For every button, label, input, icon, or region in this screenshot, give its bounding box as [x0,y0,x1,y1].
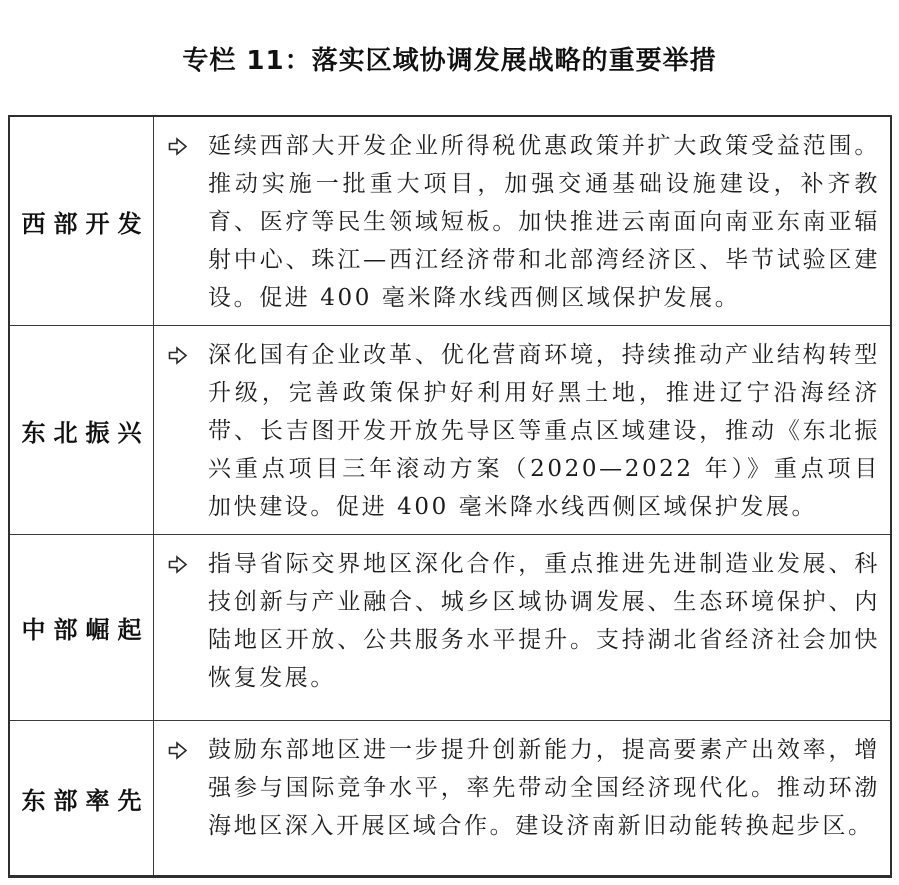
row-content [154,326,890,534]
row-content [154,721,890,875]
arrow-right-icon [167,741,188,760]
row-label: 西部开发 [10,117,154,325]
row-content [154,117,890,325]
table-row [10,117,890,325]
table-row [10,325,890,534]
row-label: 东北振兴 [10,326,154,534]
table-row [10,534,890,720]
arrow-right-icon [167,137,188,156]
row-text: 鼓励东部地区进一步提升创新能力，提高要素产出效率，增强参与国际竞争水平，率先带动全国经济现代化。推动环渤海地区深入开展区域合作。建设济南新旧动能转换起步区。 [208,737,880,839]
measures-table [8,115,892,878]
row-content [154,535,890,720]
row-label: 中部崛起 [10,535,154,720]
row-label: 东部率先 [10,721,154,875]
table-row [10,720,890,875]
arrow-right-icon [167,555,188,574]
arrow-right-icon [167,346,188,365]
page-title: 专栏 11：落实区域协调发展战略的重要举措 [182,46,717,76]
row-text: 延续西部大开发企业所得税优惠政策并扩大政策受益范围。推动实施一批重大项目，加强交通基础设施建设，补齐教育、医疗等民生领域短板。加快推进云南面向南亚东南亚辐射中心、珠江—西江经济带和北部湾经济区、毕节试验区建设。促进 400 毫米降水线西侧区域保护发展。 [208,133,880,311]
row-text: 指导省际交界地区深化合作，重点推进先进制造业发展、科技创新与产业融合、城乡区域协调发展、生态环境保护、内陆地区开放、公共服务水平提升。支持湖北省经济社会加快恢复发展。 [208,551,880,691]
row-text: 深化国有企业改革、优化营商环境，持续推动产业结构转型升级，完善政策保护好利用好黑土地，推进辽宁沿海经济带、长吉图开发开放先导区等重点区域建设，推动《东北振兴重点项目三年滚动方案（2020—2022 年）》重点项目加快建设。促进 400 毫米降水线西侧区域保护发展。 [208,342,880,520]
